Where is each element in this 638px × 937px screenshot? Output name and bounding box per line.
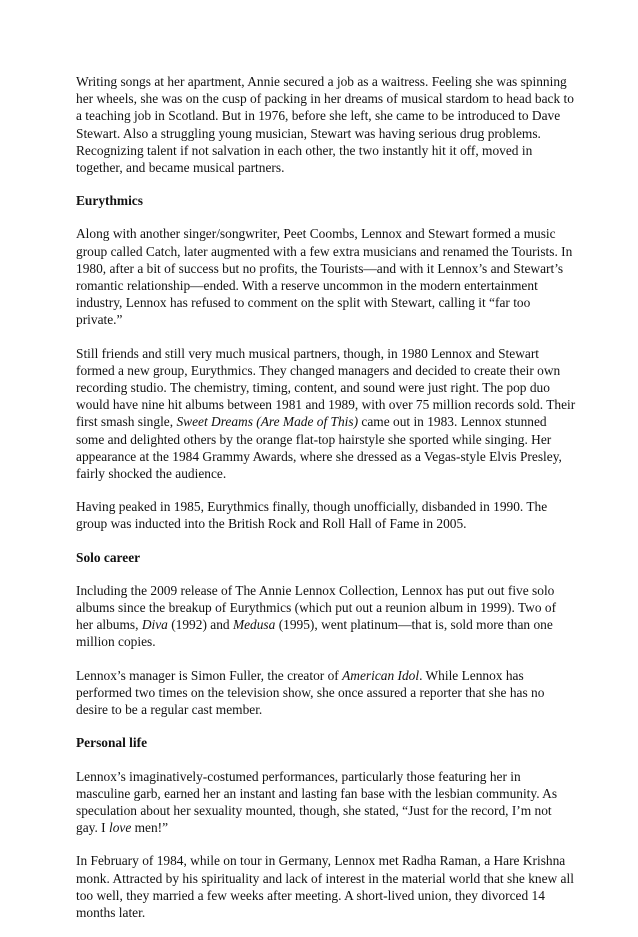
love-emphasis: love — [108, 820, 132, 836]
american-idol-title: American Idol — [342, 667, 420, 683]
sweet-dreams-title: Sweet Dreams (Are Made of This) — [176, 414, 359, 430]
solo-p1-text-b: (1992) and — [167, 617, 233, 633]
solo-p2-text-a: Lennox’s manager is Simon Fuller, the creator of — [76, 667, 343, 683]
personal-paragraph-2: In February of 1984, while on tour in Germany, Lennox met Radha Raman, a Hare Krishna monk. Attracted by his spirituality and lack of interest in the material world that she knew all too well, they married a few weeks after meeting. A short-lived union, they divorced 14 months later. — [76, 853, 574, 920]
eurythmics-p2-text-b: came out in 1983. Lennox stunned some and delighted others by the orange flat-top hairstyle she sported while singing. Her appearance at the 1984 Grammy Awards, where she dressed as a Vegas-style Elvis Presley, fairly shocked the audience. — [76, 414, 562, 482]
solo-career-heading: Solo career — [76, 549, 141, 565]
personal-p1-text-a: Lennox’s imaginatively-costumed performances, particularly those featuring her in masculine garb, earned her an instant and lasting fan base with the lesbian community. As speculation about her sexuality mounted, though, she stated, “Just for the record, I’m not gay. I — [76, 768, 558, 836]
solo-p2-text-b: . While Lennox has performed two times on the television show, she once assured a reporter that she has no desire to be a regular cast member. — [76, 667, 545, 718]
solo-p1-text-c: (1995), went platinum—that is, sold more than one million copies. — [76, 617, 553, 650]
solo-p1-text-a: Including the 2009 release of The Annie Lennox Collection, Lennox has put out five solo albums since the breakup of Eurythmics (which put out a reunion album in 1999). Two of her albums, — [76, 582, 557, 633]
personal-life-heading: Personal life — [76, 735, 148, 751]
personal-p1-text-b: men!” — [131, 820, 169, 836]
medusa-title: Medusa — [232, 617, 276, 633]
eurythmics-heading: Eurythmics — [76, 193, 143, 209]
document-page — [76, 73, 576, 937]
eurythmics-paragraph-1: Along with another singer/songwriter, Peet Coombs, Lennox and Stewart formed a music group called Catch, later augmented with a few extra musicians and renamed the Tourists. In 1980, after a bit of success but no profits, the Tourists—and with it Lennox’s and Stewart’s romantic relationship—ended. With a reserve uncommon in the modern entertainment industry, Lennox has refused to comment on the split with Stewart, calling it “far too private.” — [76, 226, 573, 328]
solo-paragraph-2 — [76, 667, 576, 719]
eurythmics-paragraph-3: Having peaked in 1985, Eurythmics finally, though unofficially, disbanded in 1990. The group was inducted into the British Rock and Roll Hall of Fame in 2005. — [76, 499, 548, 532]
eurythmics-paragraph-2 — [76, 345, 576, 483]
eurythmics-p2-text-a: Still friends and still very much musical partners, though, in 1980 Lennox and Stewart formed a new group, Eurythmics. They changed managers and decided to create their own recording studio. The chemistry, timing, content, and sound were just right. The pop duo would have nine hit albums between 1981 and 1989, with over 75 million records sold. Their first smash single, — [76, 345, 576, 430]
diva-title: Diva — [141, 617, 168, 633]
intro-paragraph: Writing songs at her apartment, Annie secured a job as a waitress. Feeling she was spinning her wheels, she was on the cusp of packing in her dreams of musical stardom to head back to a teaching job in Scotland. But in 1976, before she left, she came to be introduced to Dave Stewart. Also a struggling young musician, Stewart was having serious drug problems. Recognizing talent if not salvation in each other, the two instantly hit it off, moved in together, and became musical partners. — [76, 74, 574, 176]
solo-paragraph-1 — [76, 582, 576, 651]
